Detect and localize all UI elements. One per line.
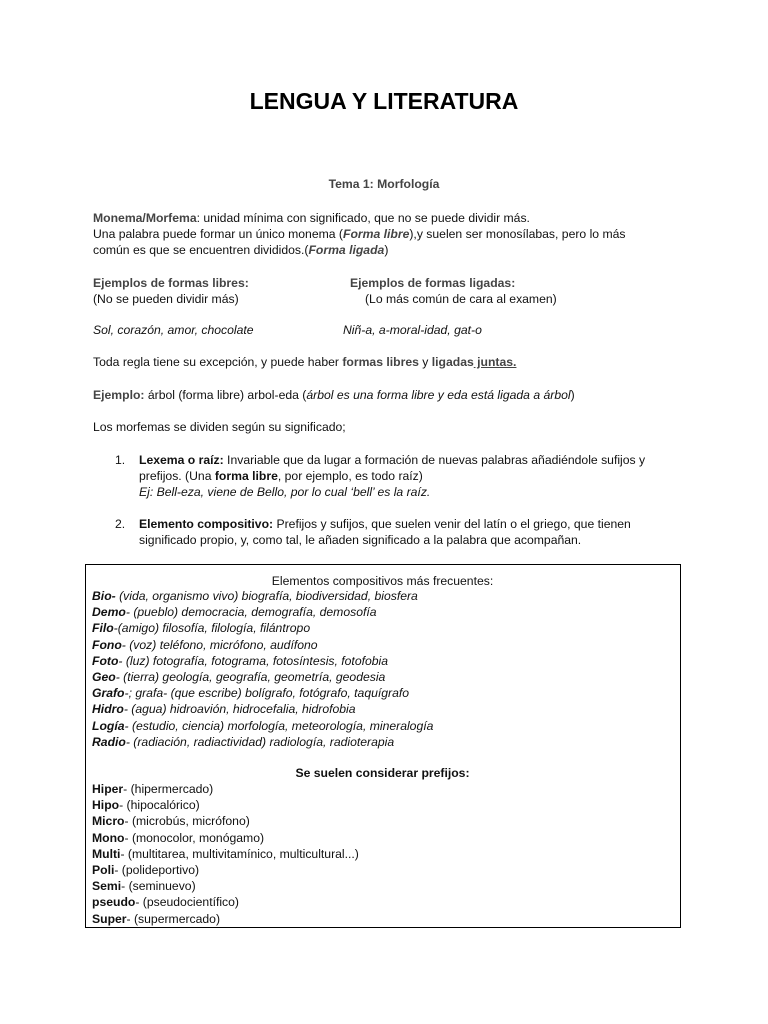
box-heading-colon: :: [489, 574, 494, 588]
compositivo-text: - (estudio, ciencia) morfología, meteorología, mineralogía: [124, 718, 434, 733]
monema-line-3-text-b: ): [384, 243, 389, 257]
box-heading-compositivos: [86, 573, 679, 589]
example-text-b: ): [570, 388, 575, 402]
libres-examples: Sol, corazón, amor, chocolate: [93, 323, 254, 337]
lexema-line-2-text-c: , por ejemplo, es todo raíz): [277, 469, 423, 483]
prefijo-term: pseudo: [92, 895, 136, 910]
compositivo-term: Hidro: [92, 702, 124, 717]
rule-formas-libres: formas libres: [342, 355, 419, 369]
ligadas-examples: Niñ-a, a-moral-idad, gat-o: [343, 323, 482, 337]
compositivo-text: - (pueblo) democracia, demografía, demosofía: [125, 605, 377, 620]
prefijo-row: [92, 846, 359, 862]
monema-line-2-text-a: Una palabra puede formar un único monema (: [93, 227, 343, 241]
lexema-line-1-text: Invariable que da lugar a formación de nuevas palabras añadiéndole sufijos y: [223, 453, 646, 467]
prefijo-row: [92, 813, 250, 829]
compositivo-term: Fono: [92, 637, 122, 652]
box-heading-prefijos: Se suelen considerar prefijos:: [295, 766, 470, 780]
compositivo-row: [92, 653, 388, 669]
compositivo-term: Grafo: [92, 686, 125, 701]
prefijo-text: - (hipocalórico): [119, 798, 200, 813]
prefijo-term: Multi: [92, 846, 121, 861]
prefijo-row: [92, 911, 220, 927]
box-heading-compositivos-text: Elementos compositivos más frecuentes: [271, 574, 490, 588]
monema-definition-text: : unidad mínima con significado, que no se puede dividir más.: [196, 211, 530, 225]
prefijo-row: [92, 797, 200, 813]
prefijo-text: - (pseudocientífico): [135, 895, 239, 910]
rule-text: Toda regla tiene su excepción, y puede haber: [93, 355, 343, 369]
compositivo-term: Logía: [92, 718, 125, 733]
compositivo-term: Demo: [92, 605, 126, 620]
ligadas-heading: Ejemplos de formas ligadas:: [350, 276, 516, 290]
libres-heading: Ejemplos de formas libres:: [93, 276, 249, 290]
lexema-line-1: [139, 452, 689, 468]
lexema-line-2-text-a: prefijos. (Una: [139, 469, 215, 483]
prefijo-row: [92, 781, 213, 797]
section-subtitle: Tema 1: Morfología: [328, 177, 440, 191]
prefijo-text: - (microbús, micrófono): [124, 814, 250, 829]
rule-conjunction: y: [418, 355, 432, 369]
compositivo-line-1: [139, 516, 689, 532]
compositivo-row: [92, 637, 318, 653]
compositivo-term: Foto: [92, 653, 119, 668]
compositivo-line-1-text: Prefijos y sufijos, que suelen venir del latín o el griego, que tienen: [273, 517, 631, 531]
prefijo-term: Super: [92, 911, 127, 926]
rule-ligadas: ligadas: [431, 355, 474, 369]
compositivo-row: [92, 620, 310, 636]
example-line: [93, 387, 693, 403]
prefijo-term: Hiper: [92, 782, 124, 796]
compositivo-text: (vida, organismo vivo) biografía, biodiversidad, biosfera: [115, 589, 418, 603]
example-label: Ejemplo:: [93, 388, 145, 402]
compositivo-text: - (agua) hidroavión, hidrocefalia, hidrofobia: [123, 702, 356, 717]
prefijo-text: - (supermercado): [126, 911, 221, 926]
prefijo-text: - (monocolor, monógamo): [124, 830, 265, 845]
list-number-2: 2.: [115, 517, 126, 531]
compositivo-row: [92, 718, 433, 734]
prefijo-row: [92, 862, 199, 878]
prefijo-term: Hipo: [92, 798, 120, 813]
list-item-compositivo: [139, 516, 689, 548]
compositivo-row: [92, 685, 409, 701]
lexema-term: Lexema o raíz:: [139, 453, 224, 467]
prefijo-term: Semi: [92, 879, 122, 894]
prefijo-term: Mono: [92, 830, 125, 845]
example-italic: árbol es una forma libre y eda está ligada a árbol: [306, 388, 571, 402]
libres-note: (No se pueden dividir más): [93, 292, 239, 306]
monema-term: Monema/Morfema: [93, 211, 197, 225]
compositivo-term: Filo: [92, 621, 114, 636]
compositivo-text: -(amigo) filosofía, filología, filántropo: [113, 621, 311, 636]
compositivo-text: - (tierra) geología, geografía, geometría, geodesia: [115, 670, 386, 684]
forma-ligada-term: Forma ligada: [308, 243, 385, 257]
compositivo-term: Geo: [92, 670, 116, 684]
prefijo-text: - (polideportivo): [114, 863, 200, 877]
example-text-a: árbol (forma libre) arbol-eda (: [144, 388, 307, 402]
lexema-example: Ej: Bell-eza, viene de Bello, por lo cual ‘bell’ es la raíz.: [139, 485, 431, 499]
forma-libre-term: Forma libre: [343, 227, 410, 241]
prefijo-text: - (multitarea, multivitamínico, multicultural...): [120, 846, 359, 861]
prefijo-row: [92, 830, 264, 846]
division-intro: Los morfemas se dividen según su significado;: [93, 420, 346, 434]
rule-juntas: juntas.: [473, 355, 517, 369]
compositivos-box: [85, 564, 681, 928]
compositivo-text: - (luz) fotografía, fotograma, fotosíntesis, fotofobia: [118, 653, 389, 668]
list-item-lexema: [139, 452, 689, 500]
compositivo-text: -; grafa- (que escribe) bolígrafo, fotógrafo, taquígrafo: [124, 686, 410, 701]
monema-line-3-text-a: común es que se encuentren divididos.(: [93, 243, 309, 257]
lexema-forma-libre: forma libre: [214, 469, 278, 483]
monema-line-2-text-b: ),y suelen ser monosílabas, pero lo más: [409, 227, 626, 241]
monema-line-2: [93, 226, 693, 242]
compositivo-row: [92, 588, 418, 604]
compositivo-row: [92, 701, 356, 717]
prefijo-row: [92, 894, 239, 910]
compositivo-term: Bio-: [92, 589, 116, 603]
monema-definition: [93, 210, 693, 226]
prefijo-text: - (seminuevo): [121, 879, 196, 894]
compositivo-row: [92, 669, 385, 685]
compositivo-line-2: significado propio, y, como tal, le añaden significado a la palabra que acompañan.: [139, 533, 582, 547]
list-number-1: 1.: [115, 453, 126, 467]
compositivo-text: - (radiación, radiactividad) radiología, radioterapia: [125, 734, 395, 749]
page-title: LENGUA Y LITERATURA: [249, 88, 519, 114]
prefijo-text: - (hipermercado): [123, 782, 214, 796]
compositivo-term: Elemento compositivo:: [139, 517, 274, 531]
compositivo-term: Radio: [92, 734, 126, 749]
compositivo-row: [92, 604, 377, 620]
prefijo-term: Poli: [92, 863, 115, 877]
ligadas-note: (Lo más común de cara al examen): [365, 292, 557, 306]
monema-line-3: [93, 242, 693, 258]
prefijo-term: Micro: [92, 814, 125, 829]
rule-line: [93, 354, 693, 370]
compositivo-text: - (voz) teléfono, micrófono, audífono: [121, 637, 318, 652]
prefijo-row: [92, 878, 196, 894]
compositivo-row: [92, 734, 394, 750]
lexema-line-2: [139, 468, 689, 484]
